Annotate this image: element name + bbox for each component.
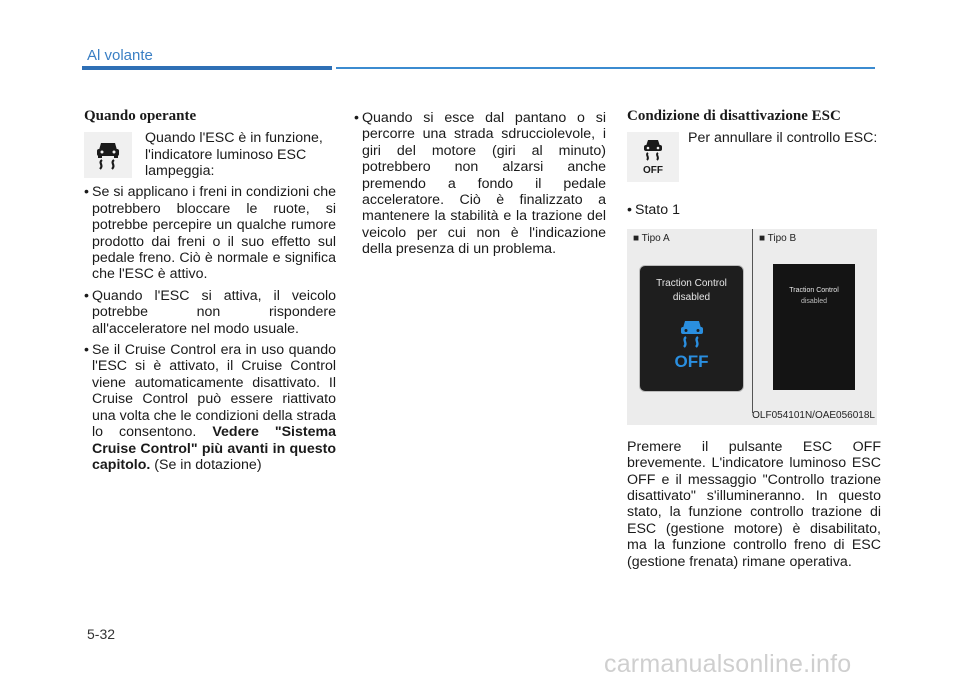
bullet-item: • Se si applicano i freni in condizioni che potrebbero bloccare le ruote, si potrebbe percepire un qualche rumore prodotto dai freni o il suo effetto sul pedale freno. Ciò è normale e significa che l'ESC è attivo. (84, 184, 336, 282)
state-bullet: • Stato 1 (627, 202, 881, 218)
bullet-text: Se il Cruise Control era in uso quando l'ESC si è attivato, il Cruise Control viene automaticamente disattivato. Il Cruise Control può essere riattivato una volta che le condizioni della strada lo consentono. (92, 342, 336, 441)
esc-off-indicator-box (627, 132, 679, 182)
bullet-item (84, 342, 336, 473)
column-1 (84, 108, 336, 478)
figure-divider (752, 229, 753, 413)
screen-a-subtitle: disabled (672, 291, 711, 303)
screen-b-subtitle: disabled (800, 297, 828, 305)
heading-when-operating: Quando operante (84, 108, 197, 124)
column-2 (354, 110, 606, 263)
bullet-item: • Quando l'ESC si attiva, il veicolo potrebbe non rispondere all'acceleratore nel modo usuale. (84, 288, 336, 337)
bullet-tail: (Se in dotazione) (150, 456, 262, 473)
header-bar-light (336, 67, 875, 69)
esc-indicator-box (84, 132, 132, 178)
esc-off-icon (633, 136, 673, 178)
intro-text: Per annullare il controllo ESC: (688, 130, 878, 147)
bullet-item: • Quando si esce dal pantano o si percorre una strada sdrucciolevole, i giri del motore (giri al minuto) potrebbero non alzarsi anche premendo a fondo il pedale acceleratore. Ciò è finalizzato a mantenere la stabilità e la trazione del veicolo per cui non è l'indicazione della presenza di un problema. (354, 110, 606, 258)
watermark: carmanualsonline.info (604, 650, 852, 678)
off-icon-label: OFF (643, 165, 663, 177)
cluster-screen-type-b (773, 264, 855, 390)
page-number: 5-32 (87, 626, 116, 642)
type-b-label: ■ Tipo B (759, 232, 797, 244)
cluster-screen-type-a (639, 265, 744, 392)
traction-off-icon (674, 318, 710, 352)
header-bar-dark (82, 66, 332, 70)
intro-block (84, 130, 336, 180)
screen-a-title: Traction Control (656, 277, 727, 289)
section-title: Al volante (87, 47, 153, 64)
figure-code: OLF054101N/OAE056018L (752, 410, 875, 422)
esc-skid-icon (91, 138, 125, 172)
intro-text: Quando l'ESC è in funzione, l'indicatore luminoso ESC lampeggia: (145, 130, 323, 180)
screen-a-off-text: OFF (674, 351, 709, 371)
screen-b-title: Traction Control (789, 286, 839, 294)
type-a-label: ■ Tipo A (633, 232, 670, 244)
esc-off-paragraph: Premere il pulsante ESC OFF brevemente. L'indicatore luminoso ESC OFF e il messaggio "Controllo trazione disattivato" s'illumineranno. In questo stato, la funzione controllo trazione di ESC (gestione motore) è disabilitato, ma la funzione controllo freno di ESC (gestione frenata) rimane operativa. (627, 438, 881, 570)
cluster-figure (627, 229, 877, 425)
column-3 (627, 108, 881, 570)
heading-esc-off-condition: Condizione di disattivazione ESC (627, 108, 841, 124)
intro-block (627, 130, 881, 180)
bullet-reference: Vedere "Sistema Cruise Control" più avanti in questo capitolo. (92, 424, 336, 473)
